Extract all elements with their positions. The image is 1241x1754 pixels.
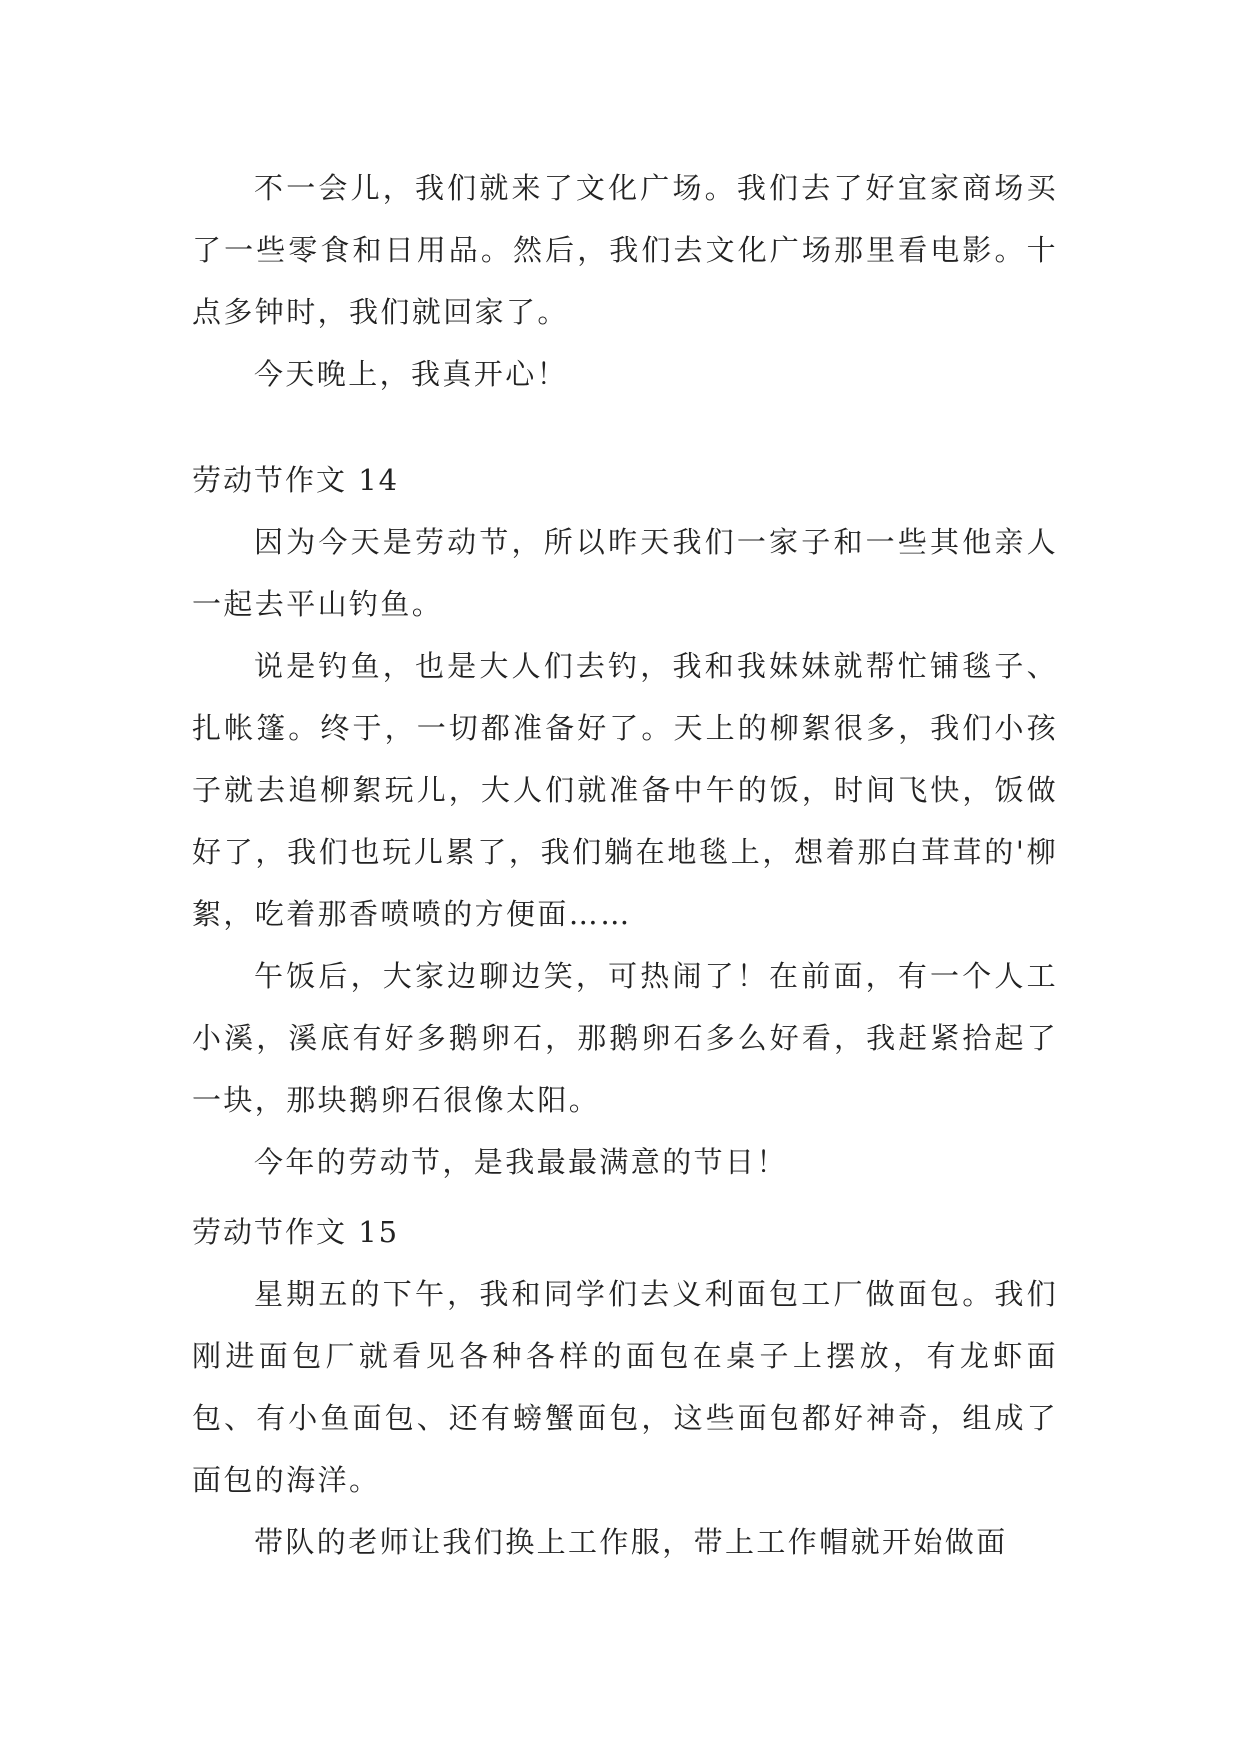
body-paragraph: 带队的老师让我们换上工作服，带上工作帽就开始做面 [254,1525,1008,1559]
section-13-continuation [192,157,1058,405]
section-15 [192,1201,1058,1573]
section-14 [192,449,1058,1193]
body-paragraph: 因为今天是劳动节，所以昨天我们一家子和一些其他亲人一起去平山钓鱼。 [192,525,1058,621]
body-paragraph: 今年的劳动节，是我最最满意的节日！ [254,1145,788,1179]
body-paragraph: 星期五的下午，我和同学们去义利面包工厂做面包。我们刚进面包厂就看见各种各样的面包在桌子上摆放，有龙虾面包、有小鱼面包、还有螃蟹面包，这些面包都好神奇，组成了面包的海洋。 [192,1277,1058,1497]
body-paragraph: 午饭后，大家边聊边笑，可热闹了！在前面，有一个人工小溪，溪底有好多鹅卵石，那鹅卵石多么好看，我赶紧拾起了一块，那块鹅卵石很像太阳。 [192,959,1058,1117]
section-heading: 劳动节作文 14 [192,463,400,497]
body-paragraph: 不一会儿，我们就来了文化广场。我们去了好宜家商场买了一些零食和日用品。然后，我们去文化广场那里看电影。十点多钟时，我们就回家了。 [192,171,1058,329]
body-paragraph: 说是钓鱼，也是大人们去钓，我和我妹妹就帮忙铺毯子、扎帐篷。终于，一切都准备好了。天上的柳絮很多，我们小孩子就去追柳絮玩儿，大人们就准备中午的饭，时间飞快，饭做好了，我们也玩儿累了，我们躺在地毯上，想着那白茸茸的'柳絮，吃着那香喷喷的方便面…… [192,649,1058,931]
section-heading: 劳动节作文 15 [192,1215,400,1249]
body-paragraph: 今天晚上，我真开心！ [254,357,569,391]
